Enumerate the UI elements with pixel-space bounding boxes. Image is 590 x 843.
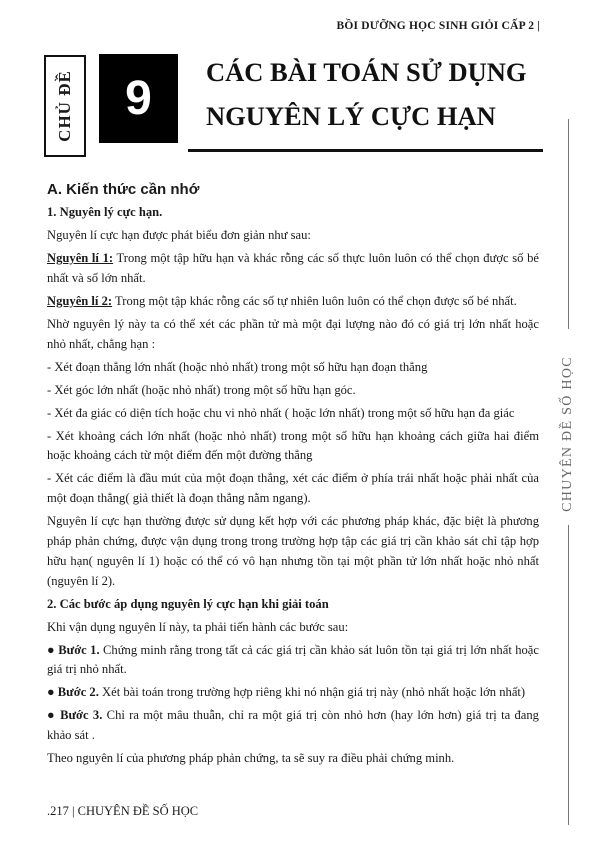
step-text: Chỉ ra một mâu thuẫn, chỉ ra một giá trị còn nhỏ hơn (hay lớn hơn) giá trị ta đang khảo sát .	[47, 708, 539, 743]
step-item: ● Bước 3. Chỉ ra một mâu thuẫn, chỉ ra một giá trị còn nhỏ hơn (hay lớn hơn) giá trị ta đang khảo sát .	[47, 708, 539, 743]
example-item: - Xét góc lớn nhất (hoặc nhỏ nhất) trong một số hữu hạn góc.	[47, 382, 356, 397]
running-header: BỒI DƯỠNG HỌC SINH GIỎI CẤP 2 |	[336, 20, 540, 32]
principle-2-label: Nguyên lí 2:	[47, 293, 113, 308]
chapter-label-box	[44, 55, 86, 157]
subsection-2-heading: 2. Các bước áp dụng nguyên lý cực hạn khi giải toán	[47, 596, 329, 611]
footer-separator: |	[68, 804, 78, 818]
side-label: CHUYÊN ĐỀ SỐ HỌC	[560, 356, 575, 512]
conclusion-paragraph: Theo nguyên lí của phương pháp phản chứng, ta sẽ suy ra điều phải chứng minh.	[47, 751, 455, 766]
step-text: Chứng minh rằng trong tất cả các giá trị cần khảo sát luôn tồn tại giá trị lớn nhất hoặc giá trị nhỏ nhất.	[47, 642, 539, 677]
chapter-title-line1: CÁC BÀI TOÁN SỬ DỤNG	[206, 57, 527, 87]
principle-1-label: Nguyên lí 1:	[47, 251, 114, 266]
footer-label: CHUYÊN ĐỀ SỐ HỌC	[77, 804, 199, 818]
side-rule-top	[568, 119, 569, 329]
intro-paragraph: Nguyên lí cực hạn được phát biểu đơn giản như sau:	[47, 228, 311, 243]
step-item: ● Bước 1. Chứng minh rằng trong tất cả các giá trị cần khảo sát luôn tồn tại giá trị lớn nhất hoặc giá trị nhỏ nhất.	[47, 642, 539, 677]
principle-1	[47, 249, 539, 289]
page-footer	[47, 804, 198, 819]
example-item: - Xét đoạn thẳng lớn nhất (hoặc nhỏ nhất) trong một số hữu hạn đoạn thẳng	[47, 359, 428, 374]
title-underline	[188, 149, 543, 152]
step-label: Bước 2.	[57, 685, 99, 700]
page-number: .217	[47, 804, 69, 818]
step-text: Xét bài toán trong trường hợp riêng khi nó nhận giá trị này (nhỏ nhất hoặc lớn nhất)	[98, 685, 526, 700]
principle-1-text: Trong một tập hữu hạn và khác rỗng các số thực luôn luôn có thể chọn được số bé nhất và số lớn nhất.	[47, 251, 539, 285]
main-content	[47, 180, 539, 772]
principle-2	[47, 292, 539, 312]
section-a-heading: A. Kiến thức cần nhớ	[47, 181, 200, 198]
combination-paragraph: Nguyên lí cực hạn thường được sử dụng kết hợp với các phương pháp khác, đặc biệt là phương pháp phản chứng, được vận dụng trong trong trường hợp tập các giá trị cần khảo sát chỉ tập hợp hữu hạn( nguyên lí 1) hoặc có thể có vô hạn nhưng tồn tại một phần tử lớn nhất hoặc nhỏ nhất (nguyên lí 2).	[47, 514, 539, 588]
step-label: Bước 3.	[60, 708, 103, 723]
chapter-title-line2: NGUYÊN LÝ CỰC HẠN	[206, 101, 496, 131]
principle-2-text: Trong một tập khác rỗng các số tự nhiên luôn luôn có thể chọn được số bé nhất.	[112, 293, 517, 308]
chapter-label: CHỦ ĐỀ	[55, 70, 74, 142]
subsection-1-heading: 1. Nguyên lý cực hạn.	[47, 205, 163, 220]
example-item: - Xét các điểm là đầu mút của một đoạn thẳng, xét các điểm ở phía trái nhất hoặc phải nhất của một đoạn thẳng( giả thiết là đoạn thẳng nằm ngang).	[47, 471, 539, 506]
example-item: - Xét khoảng cách lớn nhất (hoặc nhỏ nhất) trong một số hữu hạn khoảng cách giữa hai điểm hoặc khoảng cách từ một điểm đến một đường thẳng	[47, 428, 539, 463]
chapter-number: 9	[99, 54, 178, 143]
step-label: Bước 1.	[58, 642, 100, 657]
step-item: ● Bước 2. Xét bài toán trong trường hợp riêng khi nó nhận giá trị này (nhỏ nhất hoặc lớn nhất)	[47, 685, 526, 700]
steps-intro: Khi vận dụng nguyên lí này, ta phải tiến hành các bước sau:	[47, 619, 349, 634]
consequence-paragraph: Nhờ nguyên lý này ta có thể xét các phần tử mà một đại lượng nào đó có giá trị lớn nhất hoặc nhỏ nhất, chẳng hạn :	[47, 316, 539, 351]
example-item: - Xét đa giác có diện tích hoặc chu vi nhỏ nhất ( hoặc lớn nhất) trong một số hữu hạn đa giác	[47, 405, 515, 420]
side-rule-bottom	[568, 525, 569, 825]
